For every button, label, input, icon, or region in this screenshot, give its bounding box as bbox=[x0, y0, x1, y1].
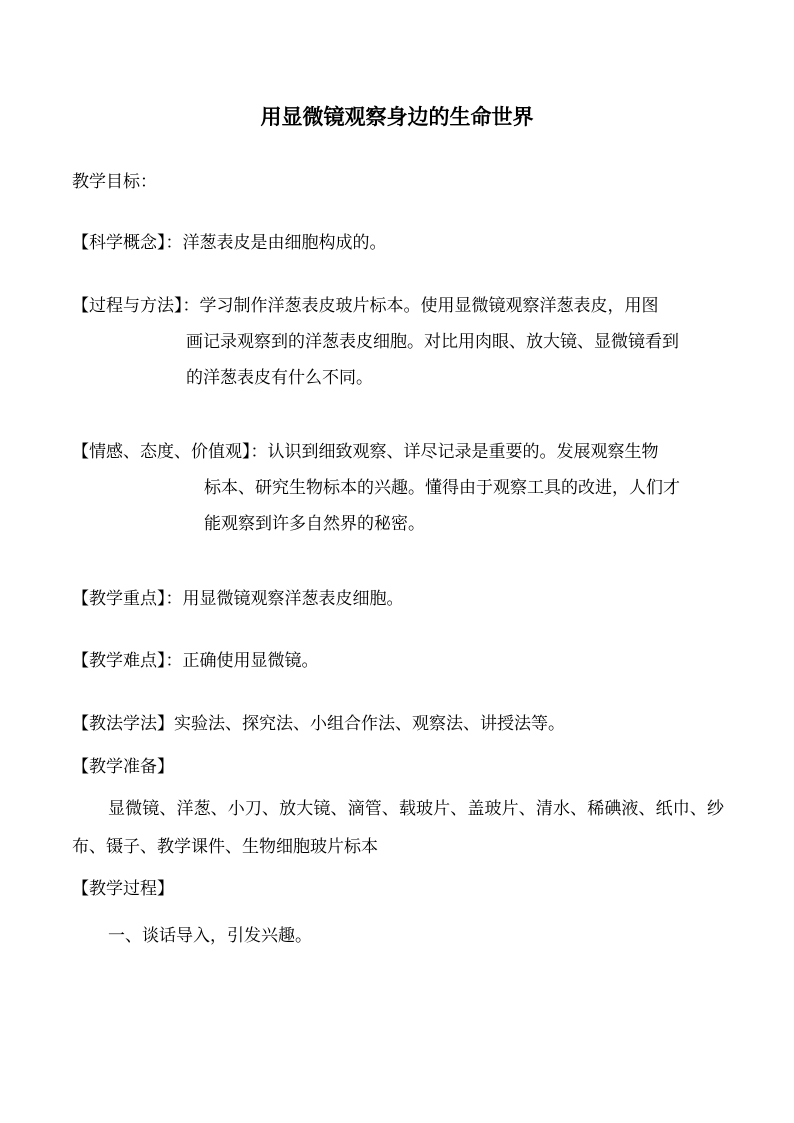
section-key-point bbox=[72, 583, 724, 615]
attitude-label: 【情感、态度、价值观】： bbox=[72, 442, 268, 462]
objectives-heading: 教学目标： bbox=[72, 172, 157, 192]
difficulty-label: 【教学难点】： bbox=[72, 651, 183, 671]
preparation-label: 【教学准备】 bbox=[72, 757, 174, 777]
document-title: 用显微镜观察身边的生命世界 bbox=[260, 104, 534, 129]
attitude-line: 认识到细致观察、详尽记录是重要的。发展观察生物 bbox=[267, 442, 659, 462]
process-line: 画记录观察到的洋葱表皮细胞。对比用肉眼、放大镜、显微镜看到 bbox=[186, 332, 679, 352]
attitude-line: 标本、研究生物标本的兴趣。懂得由于观察工具的改进，人们才 bbox=[204, 478, 680, 498]
attitude-line: 能观察到许多自然界的秘密。 bbox=[204, 514, 425, 534]
section-concept bbox=[72, 227, 724, 259]
process-continuation bbox=[186, 326, 726, 394]
difficulty-text: 正确使用显微镜。 bbox=[182, 651, 319, 671]
key-point-text: 用显微镜观察洋葱表皮细胞。 bbox=[182, 589, 404, 609]
procedure-step-1: 一、谈话导入，引发兴趣。 bbox=[108, 926, 312, 946]
concept-text: 洋葱表皮是由细胞构成的。 bbox=[182, 233, 387, 253]
procedure-label: 【教学过程】 bbox=[72, 879, 174, 899]
concept-label: 【科学概念】： bbox=[72, 233, 183, 253]
process-line: 的洋葱表皮有什么不同。 bbox=[186, 368, 373, 388]
key-point-label: 【教学重点】： bbox=[72, 589, 183, 609]
section-methods bbox=[72, 708, 724, 740]
section-attitude bbox=[72, 436, 724, 468]
process-label: 【过程与方法】： bbox=[72, 296, 200, 316]
section-process bbox=[72, 290, 724, 326]
section-difficulty bbox=[72, 645, 724, 677]
methods-label: 【教法学法】 bbox=[72, 714, 174, 734]
methods-text: 实验法、探究法、小组合作法、观察法、讲授法等。 bbox=[174, 714, 565, 734]
preparation-text: 显微镜、洋葱、小刀、放大镜、滴管、载玻片、盖玻片、清水、稀碘液、纸巾、纱布、镊子、教学课件、生物细胞玻片标本 bbox=[72, 799, 724, 857]
process-body bbox=[200, 290, 725, 326]
attitude-continuation bbox=[204, 472, 726, 540]
process-line: 学习制作洋葱表皮玻片标本。使用显微镜观察洋葱表皮，用图 bbox=[199, 296, 659, 316]
